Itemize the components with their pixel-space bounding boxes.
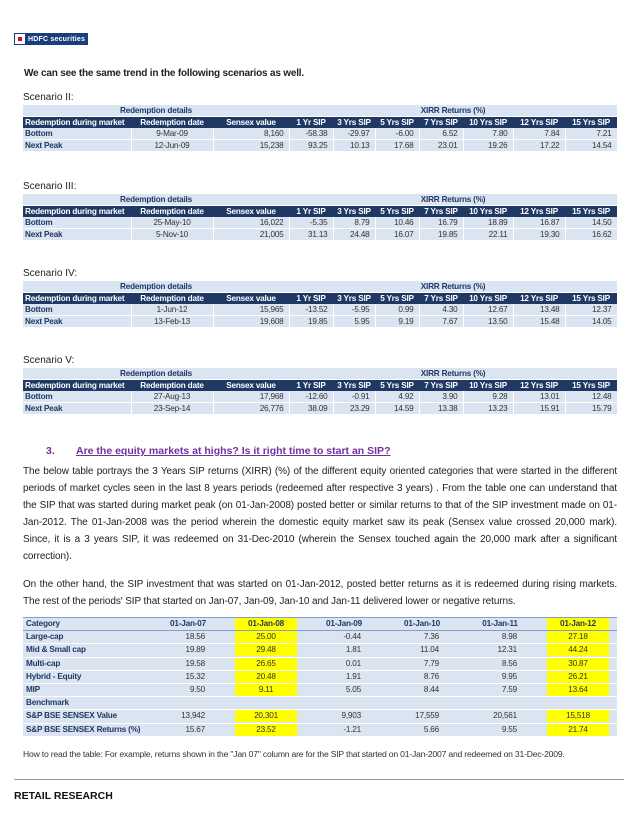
highlighted-value: 26.65	[235, 658, 297, 670]
table-cell	[539, 710, 617, 723]
table-cell: -5.95	[333, 304, 375, 316]
table-cell: 26,776	[213, 403, 289, 415]
table-cell: 0.01	[305, 657, 383, 670]
hdfc-securities-logo	[14, 33, 88, 45]
table-row	[23, 229, 617, 241]
table-cell	[539, 618, 617, 631]
table-cell: 8.76	[383, 670, 461, 683]
table-cell: 15,238	[213, 140, 289, 152]
column-header: 1 Yr SIP	[289, 206, 333, 218]
highlighted-value: 9.11	[235, 684, 297, 696]
highlighted-value: 01-Jan-08	[235, 618, 297, 630]
table-cell: 19.89	[149, 644, 227, 657]
table-cell: 13.38	[419, 403, 463, 415]
table-cell: -13.52	[289, 304, 333, 316]
highlighted-value: 29.48	[235, 644, 297, 656]
table-cell: 12-Jun-09	[131, 140, 213, 152]
table-cell: 19.26	[463, 140, 513, 152]
highlighted-value: 27.18	[547, 631, 609, 643]
table-cell: 15.67	[149, 723, 227, 736]
table-cell	[539, 631, 617, 644]
table-cell: 1.81	[305, 644, 383, 657]
column-header: Redemption during market	[23, 117, 131, 129]
column-header: 10 Yrs SIP	[463, 206, 513, 218]
column-header: Sensex value	[213, 117, 289, 129]
scenario-block	[23, 91, 617, 152]
table-cell: 14.54	[565, 140, 617, 152]
column-header: 12 Yrs SIP	[513, 117, 565, 129]
table-cell	[539, 683, 617, 696]
table-cell: Next Peak	[23, 140, 131, 152]
table-cell: 93.25	[289, 140, 333, 152]
column-header: 15 Yrs SIP	[565, 206, 617, 218]
table-cell: Bottom	[23, 304, 131, 316]
benchmark-label: Benchmark	[23, 697, 617, 710]
column-header: 5 Yrs SIP	[375, 117, 419, 129]
table-cell: 01-Jan-11	[461, 618, 539, 631]
table-cell: 31.13	[289, 229, 333, 241]
column-header: 7 Yrs SIP	[419, 293, 463, 305]
category-header-row	[23, 618, 617, 631]
table-cell: 11.04	[383, 644, 461, 657]
table-cell: Large-cap	[23, 631, 149, 644]
highlighted-value: 26.21	[547, 671, 609, 683]
table-cell: 7.79	[383, 657, 461, 670]
table-row	[23, 710, 617, 723]
table-cell: 15.79	[565, 403, 617, 415]
column-header: 15 Yrs SIP	[565, 293, 617, 305]
scenario-block	[23, 354, 617, 415]
table-cell	[539, 670, 617, 683]
table-cell: 7.21	[565, 128, 617, 140]
column-header: 1 Yr SIP	[289, 117, 333, 129]
column-header: Sensex value	[213, 293, 289, 305]
column-header: Redemption during market	[23, 293, 131, 305]
table-cell: 13-Feb-13	[131, 316, 213, 328]
scenario-table	[23, 368, 618, 415]
table-cell: -0.44	[305, 631, 383, 644]
table-cell: 20,561	[461, 710, 539, 723]
logo-text: HDFC securities	[28, 35, 86, 43]
table-cell	[539, 644, 617, 657]
table-cell: 14.05	[565, 316, 617, 328]
table-row	[23, 683, 617, 696]
intro-text: We can see the same trend in the following scenarios as well.	[24, 68, 304, 79]
table-cell: -6.00	[375, 128, 419, 140]
table-cell: 7.36	[383, 631, 461, 644]
highlighted-value: 01-Jan-12	[547, 618, 609, 630]
table-row	[23, 217, 617, 229]
table-cell: 16,022	[213, 217, 289, 229]
section-number: 3.	[46, 445, 55, 457]
table-cell: 15.48	[513, 316, 565, 328]
table-cell: 8.56	[461, 657, 539, 670]
table-cell: -12.60	[289, 391, 333, 403]
table-cell: 15.91	[513, 403, 565, 415]
column-header: Redemption date	[131, 293, 213, 305]
table-row	[23, 670, 617, 683]
table-cell: 13.48	[513, 304, 565, 316]
table-cell: Mid & Small cap	[23, 644, 149, 657]
xirr-returns-header: XIRR Returns (%)	[289, 368, 617, 380]
table-cell: 4.92	[375, 391, 419, 403]
table-cell: 10.13	[333, 140, 375, 152]
table-cell: 16.87	[513, 217, 565, 229]
table-cell: 9.95	[461, 670, 539, 683]
column-header: 5 Yrs SIP	[375, 293, 419, 305]
column-header: 15 Yrs SIP	[565, 117, 617, 129]
table-cell: 24.48	[333, 229, 375, 241]
xirr-returns-header: XIRR Returns (%)	[289, 105, 617, 117]
table-row	[23, 140, 617, 152]
table-cell: 13,942	[149, 710, 227, 723]
table-row	[23, 403, 617, 415]
table-cell: 19,608	[213, 316, 289, 328]
column-header: Redemption during market	[23, 380, 131, 392]
table-cell: 16.62	[565, 229, 617, 241]
column-header: 3 Yrs SIP	[333, 293, 375, 305]
paragraph-2: On the other hand, the SIP investment that was started on 01-Jan-2012, posted better returns as it is redeemed during rising markets. The rest of the periods' SIP that started on Jan-07, Jan-09, Jan-10 and Jan-11 delivered lower or negative returns.	[23, 579, 617, 607]
table-cell: 7.59	[461, 683, 539, 696]
redemption-details-header: Redemption details	[23, 105, 289, 117]
table-cell	[539, 723, 617, 736]
column-header: 5 Yrs SIP	[375, 206, 419, 218]
table-cell: 19.58	[149, 657, 227, 670]
table-cell: Category	[23, 618, 149, 631]
table-row	[23, 316, 617, 328]
scenario-table	[23, 105, 618, 152]
column-header: 7 Yrs SIP	[419, 380, 463, 392]
table-cell: 3.90	[419, 391, 463, 403]
table-cell: 01-Jan-07	[149, 618, 227, 631]
table-cell: Next Peak	[23, 316, 131, 328]
column-header: 5 Yrs SIP	[375, 380, 419, 392]
section-title: Are the equity markets at highs? Is it right time to start an SIP?	[76, 445, 391, 457]
table-cell: 0.99	[375, 304, 419, 316]
table-cell: Next Peak	[23, 229, 131, 241]
column-header: 15 Yrs SIP	[565, 380, 617, 392]
highlighted-value: 13.64	[547, 684, 609, 696]
column-header: Redemption date	[131, 380, 213, 392]
table-cell: 27-Aug-13	[131, 391, 213, 403]
scenario-title: Scenario V:	[23, 355, 75, 366]
table-cell: -29.97	[333, 128, 375, 140]
read-table-note: How to read the table: For example, returns shown in the "Jan 07" column are for the SIP that started on 01-Jan-2007 and redeemed on 31-Dec-2009.	[23, 749, 565, 759]
table-cell: 1.91	[305, 670, 383, 683]
table-row	[23, 657, 617, 670]
scenario-table	[23, 281, 618, 328]
table-cell: 21,005	[213, 229, 289, 241]
table-cell: 14.50	[565, 217, 617, 229]
table-cell: 9.28	[463, 391, 513, 403]
column-header: 12 Yrs SIP	[513, 293, 565, 305]
table-cell: 9.50	[149, 683, 227, 696]
table-cell: 9.55	[461, 723, 539, 736]
table-cell: 5.66	[383, 723, 461, 736]
table-cell: 12.37	[565, 304, 617, 316]
table-cell: 8.79	[333, 217, 375, 229]
scenario-table	[23, 194, 618, 241]
category-returns-table	[23, 617, 617, 737]
highlighted-value: 20.48	[235, 671, 297, 683]
table-cell	[227, 670, 305, 683]
column-header: Redemption date	[131, 206, 213, 218]
column-header: Sensex value	[213, 206, 289, 218]
table-row	[23, 644, 617, 657]
highlighted-value: 23.52	[235, 724, 297, 736]
xirr-returns-header: XIRR Returns (%)	[289, 194, 617, 206]
table-cell	[227, 644, 305, 657]
redemption-details-header: Redemption details	[23, 368, 289, 380]
table-cell: 23-Sep-14	[131, 403, 213, 415]
highlighted-value: 44.24	[547, 644, 609, 656]
table-cell: 8.44	[383, 683, 461, 696]
column-header: 1 Yr SIP	[289, 293, 333, 305]
table-cell: 13.50	[463, 316, 513, 328]
column-header: Redemption date	[131, 117, 213, 129]
table-cell: 23.29	[333, 403, 375, 415]
table-row	[23, 304, 617, 316]
table-cell: 19.85	[289, 316, 333, 328]
table-cell: -0.91	[333, 391, 375, 403]
table-cell: -5.35	[289, 217, 333, 229]
table-cell: 8.98	[461, 631, 539, 644]
table-cell: 7.80	[463, 128, 513, 140]
column-header: 10 Yrs SIP	[463, 293, 513, 305]
scenario-title: Scenario II:	[23, 92, 74, 103]
column-header: 7 Yrs SIP	[419, 117, 463, 129]
column-header: 12 Yrs SIP	[513, 380, 565, 392]
column-header: 3 Yrs SIP	[333, 117, 375, 129]
table-cell: 17.22	[513, 140, 565, 152]
table-cell	[227, 723, 305, 736]
column-header: 7 Yrs SIP	[419, 206, 463, 218]
table-row	[23, 631, 617, 644]
footer-divider	[14, 779, 624, 780]
table-cell: 18.89	[463, 217, 513, 229]
hdfc-logo-icon	[15, 34, 25, 44]
redemption-details-header: Redemption details	[23, 281, 289, 293]
table-cell: 14.59	[375, 403, 419, 415]
table-cell: 19.85	[419, 229, 463, 241]
column-header: 3 Yrs SIP	[333, 380, 375, 392]
table-cell: 4.30	[419, 304, 463, 316]
table-cell: 17,968	[213, 391, 289, 403]
scenario-title: Scenario III:	[23, 181, 77, 192]
table-row	[23, 723, 617, 736]
table-cell: 16.07	[375, 229, 419, 241]
table-cell: 23.01	[419, 140, 463, 152]
table-cell: 9-Mar-09	[131, 128, 213, 140]
table-cell: 10.46	[375, 217, 419, 229]
table-cell: 12.31	[461, 644, 539, 657]
table-cell: 22.11	[463, 229, 513, 241]
highlighted-value: 20,301	[235, 710, 297, 722]
table-cell: 25-May-10	[131, 217, 213, 229]
scenario-title: Scenario IV:	[23, 268, 78, 279]
table-row	[23, 391, 617, 403]
column-header: Redemption during market	[23, 206, 131, 218]
column-header: 10 Yrs SIP	[463, 380, 513, 392]
highlighted-value: 25.00	[235, 631, 297, 643]
table-cell: S&P BSE SENSEX Value	[23, 710, 149, 723]
table-cell: 15,965	[213, 304, 289, 316]
redemption-details-header: Redemption details	[23, 194, 289, 206]
table-cell: 9.19	[375, 316, 419, 328]
table-cell: 7.67	[419, 316, 463, 328]
xirr-returns-header: XIRR Returns (%)	[289, 281, 617, 293]
highlighted-value: 30.87	[547, 658, 609, 670]
table-cell	[227, 710, 305, 723]
table-cell: 6.52	[419, 128, 463, 140]
table-cell: 5.05	[305, 683, 383, 696]
table-cell: Bottom	[23, 128, 131, 140]
table-cell: 19.30	[513, 229, 565, 241]
column-header: 3 Yrs SIP	[333, 206, 375, 218]
highlighted-value: 15,518	[547, 710, 609, 722]
table-cell: 17,559	[383, 710, 461, 723]
table-row	[23, 128, 617, 140]
table-cell: 38.09	[289, 403, 333, 415]
table-cell: S&P BSE SENSEX Returns (%)	[23, 723, 149, 736]
table-cell: 12.48	[565, 391, 617, 403]
table-cell	[227, 618, 305, 631]
table-cell: 01-Jan-09	[305, 618, 383, 631]
table-cell: 15.32	[149, 670, 227, 683]
table-cell: -58.38	[289, 128, 333, 140]
table-cell: 01-Jan-10	[383, 618, 461, 631]
scenario-block	[23, 180, 617, 241]
table-cell: 8,160	[213, 128, 289, 140]
table-cell: 5-Nov-10	[131, 229, 213, 241]
table-cell: Bottom	[23, 217, 131, 229]
table-cell: 16.79	[419, 217, 463, 229]
table-cell: 17.68	[375, 140, 419, 152]
table-cell: 12.67	[463, 304, 513, 316]
table-cell	[227, 631, 305, 644]
section-3-heading	[46, 445, 390, 457]
scenario-block	[23, 267, 617, 328]
table-cell: 7.84	[513, 128, 565, 140]
column-header: 12 Yrs SIP	[513, 206, 565, 218]
column-header: 10 Yrs SIP	[463, 117, 513, 129]
table-cell	[227, 683, 305, 696]
paragraph-1: The below table portrays the 3 Years SIP returns (XIRR) (%) of the different equity oriented categories that were started in the different periods of market cycles seen in the last 8 years periods (redeemed after respective 3 years) . From the table one can understand that the SIP that was started during market peak (on 01-Jan-2008) posted better or similar returns to that of the SIP investment made on 01-Jan-2012. The 01-Jan-2008 was the period wherein the domestic equity market saw its peak (Sensex value crossed 20,000 mark). Since, it is a 3 years SIP, it was redeemed on 31-Dec-2010 (wherein the Sensex touched again the 20,000 mark after a significant correction).	[23, 466, 617, 562]
table-cell: 13.01	[513, 391, 565, 403]
table-cell: 1-Jun-12	[131, 304, 213, 316]
column-header: 1 Yr SIP	[289, 380, 333, 392]
table-cell: 13.23	[463, 403, 513, 415]
footer-label: RETAIL RESEARCH	[14, 790, 113, 802]
table-cell: 9,903	[305, 710, 383, 723]
table-cell: Bottom	[23, 391, 131, 403]
table-cell: Hybrid - Equity	[23, 670, 149, 683]
table-cell	[539, 657, 617, 670]
table-cell	[227, 657, 305, 670]
table-cell: Next Peak	[23, 403, 131, 415]
highlighted-value: 21.74	[547, 724, 609, 736]
table-cell: MIP	[23, 683, 149, 696]
column-header: Sensex value	[213, 380, 289, 392]
table-cell: 5.95	[333, 316, 375, 328]
table-cell: 18.56	[149, 631, 227, 644]
table-cell: Multi-cap	[23, 657, 149, 670]
table-cell: -1.21	[305, 723, 383, 736]
